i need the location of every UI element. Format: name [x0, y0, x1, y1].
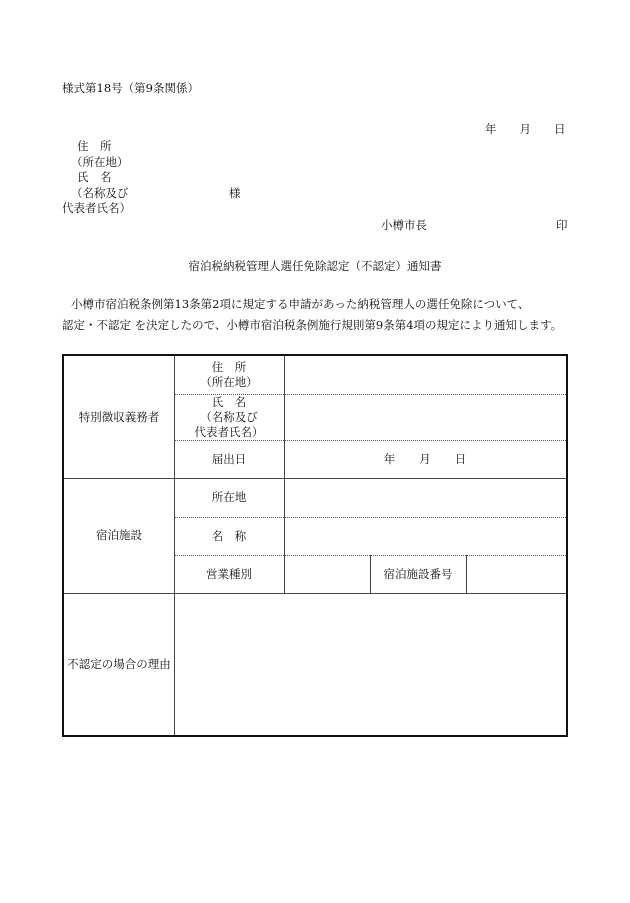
recipient-name-label: 氏 名	[77, 170, 112, 184]
issue-date-day: 日	[554, 122, 566, 136]
issue-date-month: 月	[519, 122, 531, 136]
form-table	[62, 354, 568, 737]
filing-date-month: 月	[419, 451, 431, 466]
taxpayer-name-field[interactable]	[284, 394, 566, 440]
issue-date-year: 年	[485, 122, 497, 136]
seal-mark: 印	[556, 218, 568, 232]
facility-section-label: 宿泊施設	[96, 528, 142, 542]
facility-name-label: 名 称	[211, 528, 247, 543]
taxpayer-section-label: 特別徴収義務者	[78, 409, 160, 424]
taxpayer-name-label: 氏 名 （名称及び 代表者氏名）	[194, 394, 264, 439]
document-title: 宿泊税納税管理人選任免除認定（不認定）通知書	[188, 259, 442, 273]
filing-date-field[interactable]	[284, 440, 566, 478]
recipient-address-label: 住 所	[77, 139, 112, 153]
taxpayer-address-label: 住 所 （所在地）	[200, 360, 258, 389]
issuer-mayor: 小樽市長	[381, 218, 427, 232]
facility-number-field[interactable]	[466, 555, 566, 593]
filing-date-label: 届出日	[211, 451, 247, 466]
facility-location-label: 所在地	[211, 490, 247, 504]
issue-date	[485, 122, 566, 136]
rejection-reason-field[interactable]	[174, 593, 566, 735]
facility-number-label: 宿泊施設番号	[383, 566, 453, 581]
recipient-name-sublabel: （名称及び	[71, 186, 129, 200]
form-number: 様式第18号（第9条関係）	[62, 81, 199, 95]
business-type-label: 営業種別	[206, 566, 252, 581]
body-text-line1: 小樽市宿泊税条例第13条第2項に規定する申請があった納税管理人の選任免除について、	[71, 297, 530, 311]
honorific: 様	[229, 186, 241, 200]
rejection-reason-label: 不認定の場合の理由	[67, 656, 171, 671]
facility-name-field[interactable]	[284, 517, 566, 555]
filing-date-day: 日	[454, 451, 467, 466]
recipient-representative-label: 代表者氏名）	[62, 201, 131, 215]
recipient-address-sublabel: （所在地）	[71, 155, 129, 169]
taxpayer-address-field[interactable]	[284, 356, 566, 394]
filing-date-year: 年	[383, 451, 396, 466]
body-text-line2: 認定・不認定 を決定したので、小樽市宿泊税条例施行規則第9条第4項の規定により通知します。	[62, 318, 563, 332]
facility-location-field[interactable]	[284, 478, 566, 517]
business-type-field[interactable]	[284, 555, 370, 593]
